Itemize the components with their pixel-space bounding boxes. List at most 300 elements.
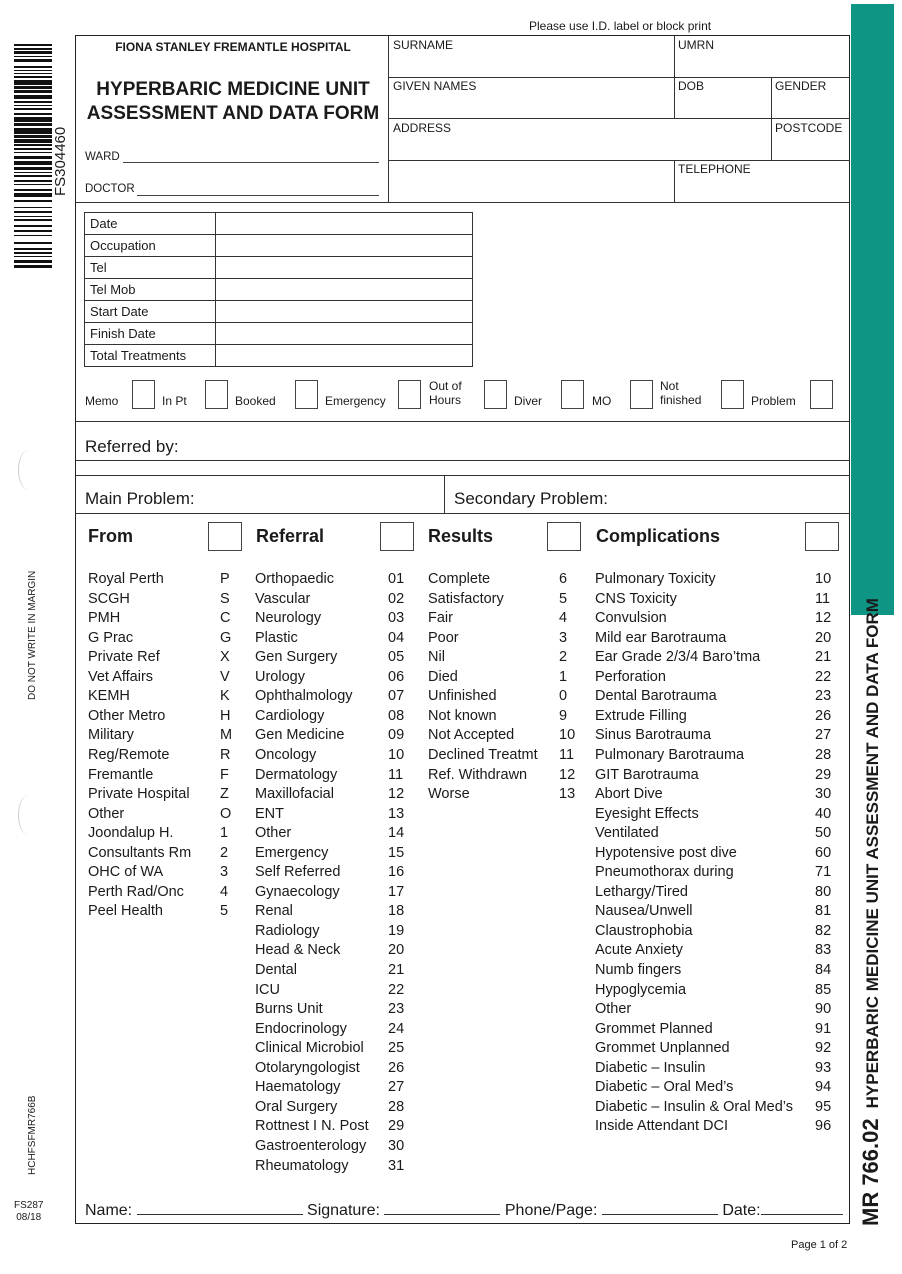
barcode-bar xyxy=(14,172,52,173)
complications-item-label: Diabetic – Insulin & Oral Med’s xyxy=(595,1098,793,1115)
from-item-label: Perth Rad/Onc xyxy=(88,883,184,900)
info-row xyxy=(85,235,473,257)
barcode-bar xyxy=(14,248,52,250)
main-problem-field[interactable] xyxy=(75,476,443,513)
referral-item-label: Maxillofacial xyxy=(255,786,334,803)
results-item-label: Unfinished xyxy=(428,688,497,705)
complications-item-code: 80 xyxy=(815,883,832,900)
referral-item-code: 18 xyxy=(388,903,405,920)
date-field[interactable] xyxy=(761,1200,843,1215)
complications-item-label: CNS Toxicity xyxy=(595,590,677,607)
complications-item-code: 28 xyxy=(815,746,832,763)
info-label: Finish Date xyxy=(85,323,216,345)
complications-heading: Complications xyxy=(596,526,721,546)
barcode-bar xyxy=(14,235,52,236)
referral-item-code: 15 xyxy=(388,844,405,861)
barcode-bar xyxy=(14,180,52,182)
from-item-code: S xyxy=(220,590,230,607)
name-label: Name: xyxy=(85,1202,133,1219)
info-row xyxy=(85,345,473,367)
barcode-bar xyxy=(14,242,52,244)
results-heading: Results xyxy=(428,526,494,546)
referral-item-label: Urology xyxy=(255,668,305,685)
referral-item-label: Neurology xyxy=(255,610,322,627)
complications-item-code: 27 xyxy=(815,727,832,744)
address-field[interactable]: ADDRESS xyxy=(393,121,452,135)
from-item-label: Royal Perth xyxy=(88,571,164,587)
complications-item-label: Convulsion xyxy=(595,610,667,627)
from-item-code: M xyxy=(220,727,233,744)
complications-item-code: 81 xyxy=(815,903,832,920)
barcode-bar xyxy=(14,225,52,227)
complications-item-code: 71 xyxy=(815,864,832,881)
info-value-field[interactable] xyxy=(216,345,473,367)
checkbox[interactable] xyxy=(561,380,584,409)
doctor-field[interactable] xyxy=(137,194,379,196)
phone-page-field[interactable] xyxy=(602,1200,718,1215)
barcode-bar xyxy=(14,70,52,71)
referral-item-label: Dental xyxy=(255,962,297,978)
gender-field[interactable]: GENDER xyxy=(775,79,827,93)
results-item-code: 3 xyxy=(559,629,568,646)
complications-item-label: Grommet Unplanned xyxy=(595,1040,730,1057)
complications-item-label: Pulmonary Barotrauma xyxy=(595,746,745,763)
from-item-code: G xyxy=(220,629,232,646)
barcode-bar xyxy=(14,123,52,126)
barcode-bar xyxy=(14,105,52,106)
info-value-field[interactable] xyxy=(216,323,473,345)
barcode-bar xyxy=(14,156,52,159)
from-item-code: C xyxy=(220,610,231,627)
postcode-field[interactable]: POSTCODE xyxy=(775,121,843,135)
divider xyxy=(674,35,675,119)
from-heading: From xyxy=(88,526,133,546)
from-item-code: X xyxy=(220,649,230,666)
given-names-field[interactable]: GIVEN NAMES xyxy=(393,79,477,93)
complications-item-code: 94 xyxy=(815,1079,832,1096)
info-row xyxy=(85,301,473,323)
punch-hole-mark xyxy=(18,450,39,490)
referral-item-code: 04 xyxy=(388,629,405,646)
referral-item-label: Oncology xyxy=(255,746,317,763)
from-item-label: Private Ref xyxy=(88,649,160,666)
results-item-code: 1 xyxy=(559,668,568,685)
barcode-bar xyxy=(14,252,52,254)
from-item-code: P xyxy=(220,571,230,587)
from-item-code: 5 xyxy=(220,903,229,920)
barcode-bar xyxy=(14,135,52,138)
margin-code: HCHFSFMR766B xyxy=(27,1095,38,1175)
referral-item-code: 09 xyxy=(388,727,405,744)
info-label: Total Treatments xyxy=(85,345,216,367)
referral-item-label: Burns Unit xyxy=(255,1001,323,1018)
side-form-code: MR 766.02 xyxy=(858,1118,883,1226)
referral-item-label: Otolaryngologist xyxy=(255,1059,360,1076)
signature-field[interactable] xyxy=(384,1200,500,1215)
barcode-id: FS304460 xyxy=(52,126,69,196)
complications-item-code: 30 xyxy=(815,786,832,803)
complications-item-label: Ear Grade 2/3/4 Baro’tma xyxy=(595,649,761,666)
barcode-bar xyxy=(14,101,52,103)
form-code xyxy=(14,1200,43,1224)
date-label: Date: xyxy=(722,1202,761,1219)
from-item-label: Joondalup H. xyxy=(88,825,174,842)
barcode-bar xyxy=(14,56,52,57)
hospital-name: FIONA STANLEY FREMANTLE HOSPITAL xyxy=(115,40,351,54)
complications-item-code: 21 xyxy=(815,649,832,666)
checkbox-label: MO xyxy=(592,394,612,408)
checkbox[interactable] xyxy=(810,380,833,409)
complications-item-label: Perforation xyxy=(595,668,666,685)
barcode-bar xyxy=(14,216,52,217)
referral-item-label: Rottnest I N. Post xyxy=(255,1118,369,1135)
secondary-problem-label: Secondary Problem: xyxy=(454,489,609,508)
side-form-name: HYPERBARIC MEDICINE UNIT ASSESSMENT AND DATA FORM xyxy=(863,598,882,1109)
checkbox[interactable] xyxy=(205,380,228,409)
from-item-label: Private Hospital xyxy=(88,786,190,803)
referral-item-code: 12 xyxy=(388,786,405,803)
results-item-label: Fair xyxy=(428,610,453,627)
results-code-box[interactable] xyxy=(547,522,581,551)
results-item-code: 9 xyxy=(559,707,568,724)
divider xyxy=(388,77,850,78)
results-item-code: 2 xyxy=(559,649,568,666)
referral-item-label: Other xyxy=(255,825,292,842)
complications-item-label: Pneumothorax during xyxy=(595,864,734,881)
name-field[interactable] xyxy=(137,1200,303,1215)
checkbox-label xyxy=(429,379,462,407)
complications-item-code: 23 xyxy=(815,688,832,705)
from-item-code: V xyxy=(220,668,230,685)
checkbox[interactable] xyxy=(630,380,653,409)
checkbox-label: Memo xyxy=(85,394,119,408)
barcode-bar xyxy=(14,128,52,134)
form-title-line1: HYPERBARIC MEDICINE UNIT xyxy=(96,79,370,100)
footer-signoff xyxy=(85,1200,843,1220)
referral-item-code: 10 xyxy=(388,746,405,763)
instruction-note: Please use I.D. label or block print xyxy=(529,19,712,33)
checkbox[interactable] xyxy=(484,380,507,409)
barcode-bar xyxy=(14,161,52,165)
referral-item-code: 21 xyxy=(388,962,405,978)
referral-item-label: Gynaecology xyxy=(255,883,340,900)
referral-item-label: Cardiology xyxy=(255,707,325,724)
referral-item-code: 25 xyxy=(388,1040,405,1057)
referral-item-code: 03 xyxy=(388,610,405,627)
complications-item-code: 95 xyxy=(815,1098,832,1115)
from-item-code: K xyxy=(220,688,230,705)
barcode-bar xyxy=(14,108,52,110)
from-item-code: Z xyxy=(220,786,229,803)
barcode-bar xyxy=(14,167,52,170)
results-item-code: 10 xyxy=(559,727,576,744)
from-item-label: Reg/Remote xyxy=(88,746,170,763)
from-item-label: Fremantle xyxy=(88,766,154,783)
referral-item-code: 29 xyxy=(388,1118,405,1135)
complications-item-code: 20 xyxy=(815,629,832,646)
from-item-code: O xyxy=(220,805,232,822)
complications-item-label: Ventilated xyxy=(595,825,659,842)
referral-item-label: Radiology xyxy=(255,922,320,939)
barcode-bar xyxy=(14,139,52,143)
barcode-bar xyxy=(14,73,52,74)
from-item-code: 1 xyxy=(220,825,229,842)
results-item-code: 6 xyxy=(559,571,568,587)
barcode-bar xyxy=(14,193,52,197)
complications-item-code: 11 xyxy=(815,590,831,607)
complications-item-label: Inside Attendant DCI xyxy=(595,1118,728,1135)
barcode xyxy=(14,44,52,268)
referral-item-label: ICU xyxy=(255,981,280,998)
phone-page-label: Phone/Page: xyxy=(504,1202,598,1219)
from-item-label: OHC of WA xyxy=(88,864,164,881)
info-label: Tel xyxy=(85,257,216,279)
page-number: Page 1 of 2 xyxy=(791,1239,848,1251)
barcode-bar xyxy=(14,44,52,46)
barcode-bar xyxy=(14,117,52,122)
referral-item-label: Orthopaedic xyxy=(255,571,334,587)
barcode-bar xyxy=(14,184,52,185)
complications-item-label: Grommet Planned xyxy=(595,1020,713,1037)
complications-item-code: 26 xyxy=(815,707,832,724)
from-item-code: R xyxy=(220,746,231,763)
from-item-code: H xyxy=(220,707,231,724)
info-value-field[interactable] xyxy=(216,213,473,235)
info-row xyxy=(85,257,473,279)
complications-item-label: Mild ear Barotrauma xyxy=(595,629,727,646)
complications-item-code: 96 xyxy=(815,1118,832,1135)
info-label: Tel Mob xyxy=(85,279,216,301)
checkbox-label: Booked xyxy=(235,394,276,408)
complications-item-code: 10 xyxy=(815,571,832,587)
umrn-field[interactable]: UMRN xyxy=(678,38,714,52)
divider xyxy=(388,160,850,161)
checkbox-label: Problem xyxy=(751,394,796,408)
complications-item-label: Dental Barotrauma xyxy=(595,688,717,705)
checkbox-label-line: Hours xyxy=(429,393,462,407)
results-item-label: Not known xyxy=(428,707,497,724)
complications-item-label: Diabetic – Oral Med’s xyxy=(595,1079,734,1096)
referral-item-label: ENT xyxy=(255,805,284,822)
referral-item-label: Self Referred xyxy=(255,864,341,881)
referral-item-code: 31 xyxy=(388,1157,405,1174)
divider xyxy=(75,460,850,461)
referral-item-label: Vascular xyxy=(255,590,311,607)
from-item-code: 3 xyxy=(220,864,229,881)
barcode-bar xyxy=(14,256,52,257)
referral-item-code: 13 xyxy=(388,805,405,822)
barcode-bar xyxy=(14,200,52,202)
referral-item-code: 02 xyxy=(388,590,405,607)
complications-item-code: 84 xyxy=(815,962,832,978)
referral-item-label: Endocrinology xyxy=(255,1020,347,1037)
referral-item-label: Oral Surgery xyxy=(255,1098,338,1115)
info-value-field[interactable] xyxy=(216,257,473,279)
complications-item-code: 40 xyxy=(815,805,832,822)
complications-item-label: Claustrophobia xyxy=(595,922,693,939)
from-item-label: Consultants Rm xyxy=(88,844,192,861)
from-item-code: 4 xyxy=(220,883,229,900)
complications-item-label: Abort Dive xyxy=(595,786,663,803)
divider xyxy=(75,202,850,203)
referral-item-label: Gastroenterology xyxy=(255,1137,367,1154)
secondary-problem-field[interactable] xyxy=(445,476,849,513)
referral-item-label: Haematology xyxy=(255,1079,341,1096)
from-item-label: Vet Affairs xyxy=(88,668,154,685)
results-item-label: Poor xyxy=(428,629,459,646)
from-code-box[interactable] xyxy=(208,522,242,551)
from-item-label: Other Metro xyxy=(88,707,166,724)
referral-item-label: Gen Medicine xyxy=(255,727,345,744)
complications-item-code: 85 xyxy=(815,981,832,998)
barcode-bar xyxy=(14,148,52,150)
barcode-bar xyxy=(14,48,52,50)
referred-by-label: Referred by: xyxy=(85,437,179,456)
from-item-label: Other xyxy=(88,805,125,822)
complications-item-label: Hypoglycemia xyxy=(595,981,687,998)
checkbox[interactable] xyxy=(398,380,421,409)
results-item-code: 5 xyxy=(559,590,568,607)
from-item-label: G Prac xyxy=(88,629,134,646)
complications-item-label: Numb fingers xyxy=(595,962,682,978)
margin-warning: DO NOT WRITE IN MARGIN xyxy=(27,570,38,700)
divider xyxy=(388,35,389,203)
barcode-bar xyxy=(14,90,52,93)
referred-by-field[interactable] xyxy=(75,422,850,460)
complications-item-label: Extrude Filling xyxy=(595,707,687,724)
referral-item-code: 11 xyxy=(388,766,404,783)
referral-item-code: 20 xyxy=(388,942,405,959)
referral-item-label: Plastic xyxy=(255,629,298,646)
ward-label: WARD xyxy=(85,151,120,163)
barcode-bar xyxy=(14,219,52,221)
form-title-line2: ASSESSMENT AND DATA FORM xyxy=(86,103,380,124)
barcode-bar xyxy=(14,265,52,268)
barcode-bar xyxy=(14,260,52,263)
results-item-label: Nil xyxy=(428,649,445,666)
checkbox-label-line: Out of xyxy=(429,379,462,393)
referral-item-label: Gen Surgery xyxy=(255,649,338,666)
from-item-label: KEMH xyxy=(88,688,130,705)
dob-field[interactable]: DOB xyxy=(678,79,705,93)
referral-item-label: Ophthalmology xyxy=(255,688,353,705)
complications-item-code: 50 xyxy=(815,825,832,842)
referral-item-label: Head & Neck xyxy=(255,942,341,959)
complications-code-box[interactable] xyxy=(805,522,839,551)
referral-item-code: 08 xyxy=(388,707,405,724)
checkbox-label xyxy=(660,379,701,407)
barcode-bar xyxy=(14,144,52,146)
form-title xyxy=(77,78,389,126)
complications-item-label: Acute Anxiety xyxy=(595,942,683,959)
info-value-field[interactable] xyxy=(216,301,473,323)
checkbox[interactable] xyxy=(721,380,744,409)
referral-item-code: 01 xyxy=(388,571,405,587)
results-item-label: Died xyxy=(428,668,458,685)
referral-item-code: 07 xyxy=(388,688,405,705)
form-code-number: FS287 xyxy=(14,1200,44,1211)
barcode-bar xyxy=(14,86,52,89)
barcode-bar xyxy=(14,80,52,85)
divider xyxy=(75,513,850,514)
referral-item-code: 16 xyxy=(388,864,405,881)
results-item-code: 0 xyxy=(559,688,568,705)
complications-item-code: 83 xyxy=(815,942,832,959)
complications-item-code: 22 xyxy=(815,668,832,685)
checkbox-label: In Pt xyxy=(162,394,187,408)
complications-item-label: Diabetic – Insulin xyxy=(595,1059,706,1076)
results-item-label: Not Accepted xyxy=(428,727,515,744)
form-code-date: 08/18 xyxy=(16,1212,42,1223)
referral-item-code: 19 xyxy=(388,922,405,939)
checkbox[interactable] xyxy=(132,380,155,409)
barcode-bar xyxy=(14,189,52,191)
info-value-field[interactable] xyxy=(216,235,473,257)
checkbox-label-line: Not xyxy=(660,379,679,393)
checkbox[interactable] xyxy=(295,380,318,409)
complications-item-code: 12 xyxy=(815,610,832,627)
barcode-bar xyxy=(14,207,52,208)
info-value-field[interactable] xyxy=(216,279,473,301)
complications-item-code: 92 xyxy=(815,1040,832,1057)
referral-heading: Referral xyxy=(256,526,325,546)
referral-item-code: 24 xyxy=(388,1020,405,1037)
complications-item-label: Eyesight Effects xyxy=(595,805,699,822)
referral-item-code: 17 xyxy=(388,883,405,900)
info-row xyxy=(85,213,473,235)
telephone-field[interactable]: TELEPHONE xyxy=(678,162,751,176)
checkbox-label: Emergency xyxy=(325,394,386,408)
complications-item-label: GIT Barotrauma xyxy=(595,766,699,783)
complications-item-label: Hypotensive post dive xyxy=(595,844,737,861)
info-label: Date xyxy=(85,213,216,235)
from-item-label: Peel Health xyxy=(88,903,163,920)
complications-item-code: 90 xyxy=(815,1001,832,1018)
referral-item-label: Dermatology xyxy=(255,766,338,783)
referral-item-code: 30 xyxy=(388,1137,405,1154)
surname-field[interactable]: SURNAME xyxy=(393,38,454,52)
referral-item-code: 27 xyxy=(388,1079,405,1096)
barcode-bar xyxy=(14,66,52,68)
barcode-bar xyxy=(14,59,52,62)
complications-item-label: Pulmonary Toxicity xyxy=(595,571,716,587)
referral-item-code: 14 xyxy=(388,825,405,842)
referral-item-label: Rheumatology xyxy=(255,1157,349,1174)
results-item-label: Complete xyxy=(428,571,491,587)
checkbox-label-line: finished xyxy=(660,393,702,407)
results-item-label: Worse xyxy=(428,786,470,803)
referral-code-box[interactable] xyxy=(380,522,414,551)
barcode-bar xyxy=(14,211,52,213)
barcode-bar xyxy=(14,152,52,153)
results-item-label: Declined Treatmt xyxy=(428,746,538,763)
complications-item-label: Nausea/Unwell xyxy=(595,903,693,920)
referral-item-code: 05 xyxy=(388,649,405,666)
info-row xyxy=(85,323,473,345)
divider xyxy=(388,118,850,119)
barcode-bar xyxy=(14,51,52,54)
ward-field[interactable] xyxy=(123,161,379,163)
complications-item-label: Sinus Barotrauma xyxy=(595,727,712,744)
referral-item-label: Emergency xyxy=(255,844,329,861)
info-row xyxy=(85,279,473,301)
referral-item-label: Renal xyxy=(255,903,293,920)
info-label: Occupation xyxy=(85,235,216,257)
complications-item-label: Other xyxy=(595,1001,632,1018)
barcode-bar xyxy=(14,95,52,99)
results-item-label: Ref. Withdrawn xyxy=(428,766,528,783)
from-item-label: PMH xyxy=(88,610,121,627)
